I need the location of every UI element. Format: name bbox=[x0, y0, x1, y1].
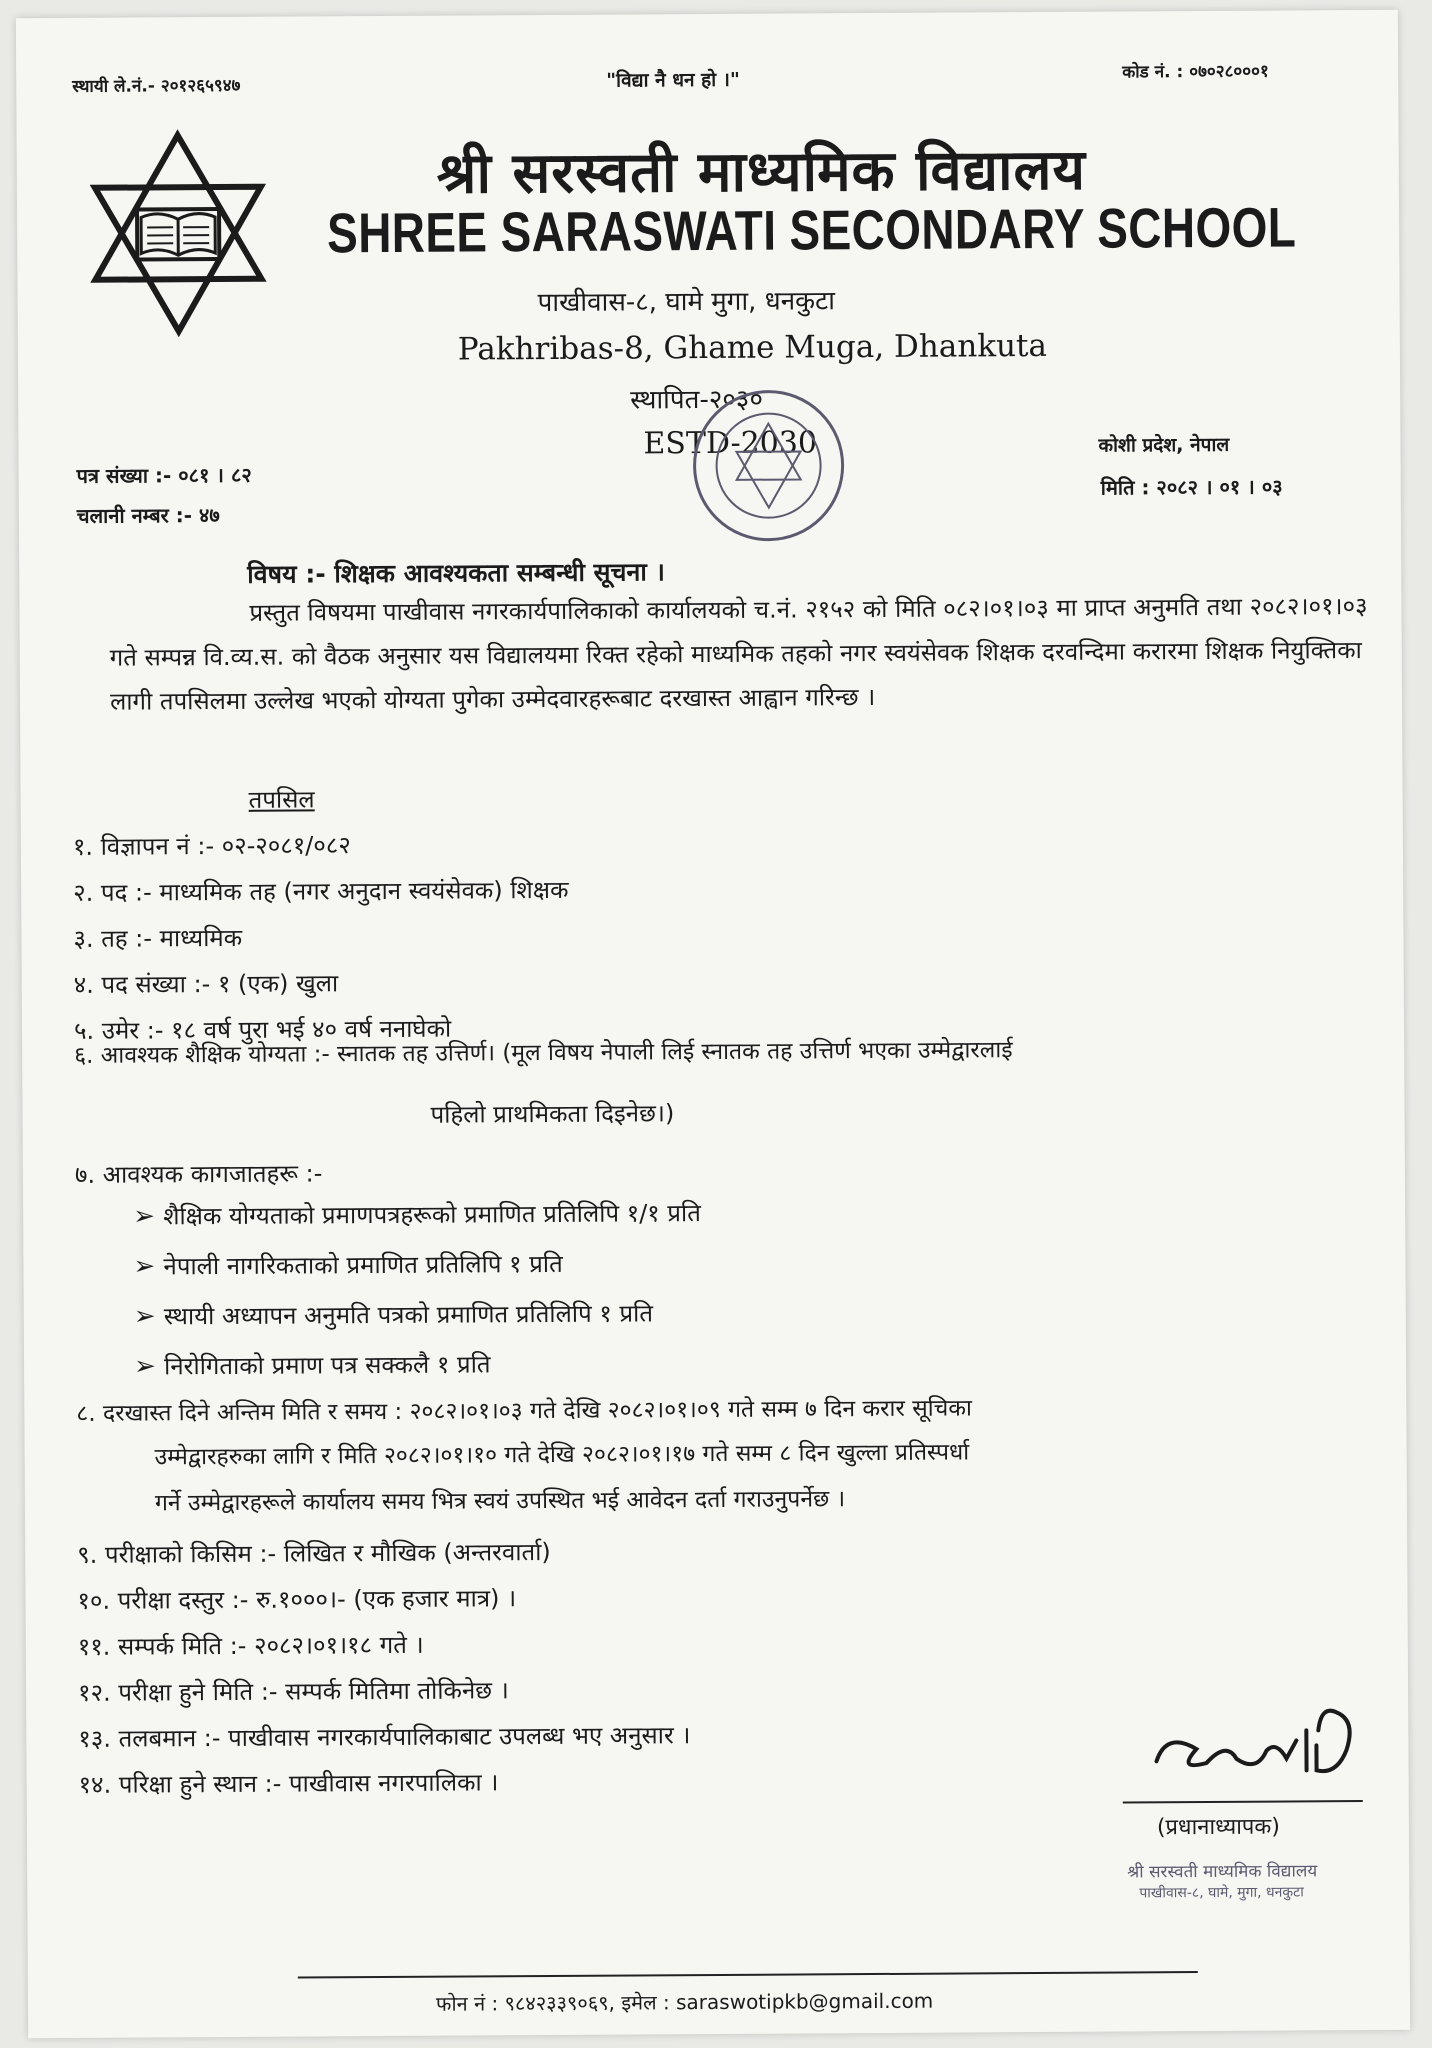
intro-paragraph: प्रस्तुत विषयमा पाखीवास नगरकार्यपालिकाको कार्यालयको च.नं. २१५२ को मिति ०८२।०१।०३ मा प्राप्त अनुमति तथा २०८२।०१।०३ गते सम्पन्न वि.व्य.स. को वैठक अनुसार यस विद्यालयमा रिक्त रहेको माध्यमिक तहको नगर स्वयंसेवक शिक्षक दरवन्दिमा करारमा शिक्षक नियुक्तिका लागी तपसिलमा उल्लेख भएको योग्यता पुगेका उम्मेदवारहरूबाट दरखास्त आह्वान गरिन्छ । bbox=[109, 591, 1368, 716]
item-post-count: ४. पद संख्या :- १ (एक) खुला bbox=[73, 969, 339, 999]
letter-number: पत्र संख्या :- ०८१ । ८२ bbox=[76, 462, 252, 488]
item-required-documents: ७. आवश्यक कागजातहरू :- bbox=[74, 1159, 323, 1189]
subject-line: विषय :- शिक्षक आवश्यकता सम्बन्धी सूचना । bbox=[247, 557, 666, 589]
established-english: ESTD-2030 bbox=[643, 425, 818, 462]
item-contact-date: ११. सम्पर्क मिति :- २०८२।०१।१८ गते । bbox=[77, 1630, 424, 1661]
arrow-bullet-icon: ➢ bbox=[133, 1301, 156, 1332]
address-english: Pakhribas-8, Ghame Muga, Dhankuta bbox=[457, 327, 1048, 368]
document-item: ➢ नेपाली नागरिकताको प्रमाणित प्रतिलिपि १ प्रति bbox=[133, 1249, 563, 1282]
address-nepali: पाखीवास-८, घामे मुगा, धनकुटा bbox=[537, 286, 835, 319]
school-name-english: SHREE SARASWATI SECONDARY SCHOOL bbox=[326, 195, 1297, 265]
item-level: ३. तह :- माध्यमिक bbox=[73, 923, 243, 953]
item-post: २. पद :- माध्यमिक तह (नगर अनुदान स्वयंसेवक) शिक्षक bbox=[73, 875, 569, 907]
item-qualification-continued: पहिलो प्राथमिकता दिइनेछ।) bbox=[430, 1099, 675, 1129]
item-exam-fee: १०. परीक्षा दस्तुर :- रु.१०००।- (एक हजार मात्र) । bbox=[77, 1584, 517, 1615]
established-nepali: स्थापित-२०३० bbox=[630, 384, 764, 416]
item-application-deadline-line3: गर्ने उम्मेद्वारहरूले कार्यालय समय भित्र स्वयं उपस्थित भई आवेदन दर्ता गराउनुपर्नेछ । bbox=[154, 1486, 846, 1517]
signatory-title: (प्रधानाध्यापक) bbox=[1156, 1814, 1280, 1841]
arrow-bullet-icon: ➢ bbox=[133, 1251, 156, 1282]
school-round-stamp bbox=[688, 385, 849, 546]
item-application-deadline-line2: उम्मेद्वारहरुका लागि र मिति २०८२।०१।१० गते देखि २०८२।०१।१७ गते सम्म ८ दिन खुल्ला प्रतिस्पर्धा bbox=[154, 1439, 970, 1471]
arrow-bullet-icon: ➢ bbox=[133, 1201, 156, 1232]
school-logo-icon bbox=[83, 127, 274, 338]
footer-contact: फोन नं : ९८४२३३९०६९, इमेल : saraswotipkb@gmail.com bbox=[435, 1988, 934, 2016]
stamp-line-address: पाखीवास-८, घामे, मुगा, धनकुटा bbox=[1139, 1884, 1304, 1902]
document-item: ➢ शैक्षिक योग्यताको प्रमाणपत्रहरूको प्रमाणित प्रतिलिपि १/१ प्रति bbox=[133, 1199, 701, 1232]
registration-number: स्थायी ले.नं.- २०१२६५९४७ bbox=[72, 75, 241, 97]
code-number: कोड नं. : ०७०२८०००१ bbox=[1122, 61, 1269, 83]
letter-date: मिति : २०८२ । ०१ । ०३ bbox=[1100, 474, 1283, 500]
item-age: ५. उमेर :- १८ वर्ष पुरा भई ४० वर्ष ननाघेको bbox=[73, 1014, 452, 1045]
notice-document bbox=[16, 10, 1410, 2038]
item-qualification: ६. आवश्यक शैक्षिक योग्यता :- स्नातक तह उत्तिर्ण। (मूल विषय नेपाली लिई स्नातक तह उत्तिर्ण भएका उम्मेद्वारलाई bbox=[74, 1037, 1013, 1069]
item-salary: १३. तलबमान :- पाखीवास नगरकार्यपालिकाबाट उपलब्ध भए अनुसार । bbox=[78, 1721, 691, 1753]
arrow-bullet-icon: ➢ bbox=[133, 1351, 156, 1382]
item-application-deadline: ८. दरखास्त दिने अन्तिम मिति र समय : २०८२।०१।०३ गते देखि २०८२।०१।०९ गते सम्म ७ दिन करार सूचिका bbox=[76, 1395, 973, 1427]
dispatch-number: चलानी नम्बर :- ४७ bbox=[76, 503, 220, 528]
document-item: ➢ स्थायी अध्यापन अनुमति पत्रको प्रमाणित प्रतिलिपि १ प्रति bbox=[133, 1299, 654, 1332]
province: कोशी प्रदेश, नेपाल bbox=[1098, 433, 1230, 457]
item-exam-date: १२. परीक्षा हुने मिति :- सम्पर्क मितिमा तोकिनेछ । bbox=[77, 1676, 509, 1707]
item-exam-type: ९. परीक्षाको किसिम :- लिखित र मौखिक (अन्तरवार्ता) bbox=[77, 1538, 551, 1569]
document-item: ➢ निरोगिताको प्रमाण पत्र सक्कलै १ प्रति bbox=[133, 1350, 491, 1382]
stamp-line-school: श्री सरस्वती माध्यमिक विद्यालय bbox=[1127, 1861, 1318, 1883]
tapasil-heading: तपसिल bbox=[248, 785, 315, 814]
item-advertisement-number: १. विज्ञापन नं :- ०२-२०८१/०८२ bbox=[72, 831, 351, 861]
motto: "विद्या नै धन हो ।" bbox=[606, 68, 740, 92]
item-exam-venue: १४. परिक्षा हुने स्थान :- पाखीवास नगरपालिका । bbox=[78, 1768, 499, 1799]
signature-mark bbox=[1136, 1700, 1377, 1801]
school-name-nepali: श्री सरस्वती माध्यमिक विद्यालय bbox=[436, 136, 1087, 207]
